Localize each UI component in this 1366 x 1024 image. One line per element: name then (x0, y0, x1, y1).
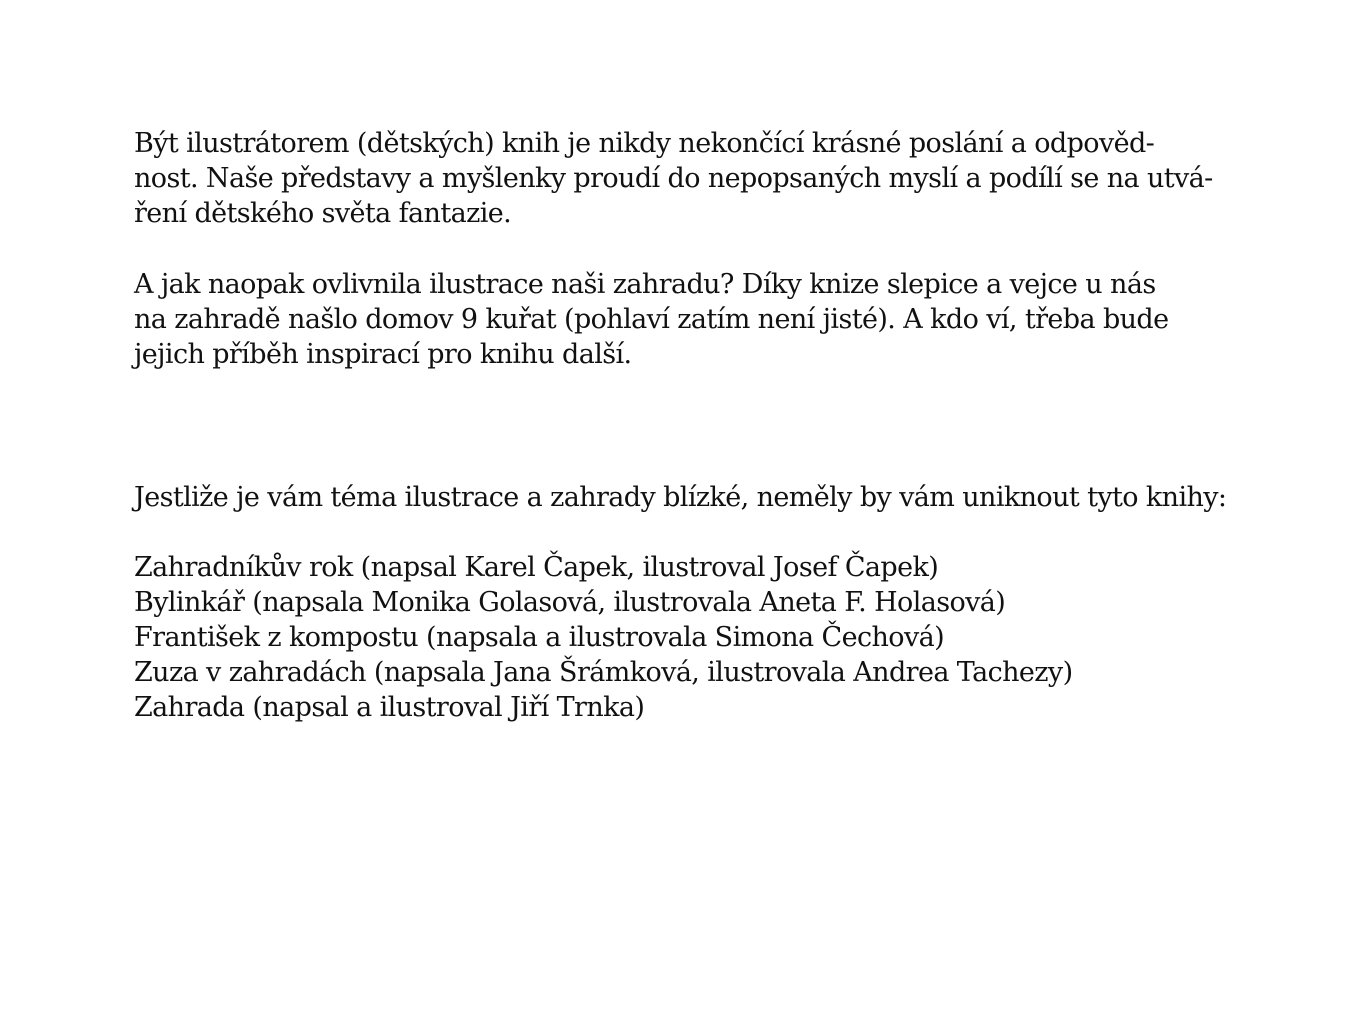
book-item: František z kompostu (napsala a ilustrovala Simona Čechová) (134, 622, 945, 653)
intro-paragraph (134, 126, 1244, 231)
paragraph-line: ření dětského světa fantazie. (134, 198, 512, 229)
paragraph-line: Být ilustrátorem (dětských) knih je nikdy nekončící krásné poslání a odpověd- (134, 128, 1155, 159)
paragraph-line: A jak naopak ovlivnila ilustrace naši zahradu? Díky knize slepice a vejce u nás (134, 269, 1156, 300)
garden-paragraph (134, 267, 1244, 372)
book-item: Zahrada (napsal a ilustroval Jiří Trnka) (134, 692, 645, 723)
book-item: Zahradníkův rok (napsal Karel Čapek, ilustroval Josef Čapek) (134, 552, 939, 583)
book-list (134, 550, 1244, 725)
paragraph-line: Jestliže je vám téma ilustrace a zahrady blízké, neměly by vám uniknout tyto knihy: (134, 482, 1227, 513)
paragraph-line: na zahradě našlo domov 9 kuřat (pohlaví zatím není jisté). A kdo ví, třeba bude (134, 304, 1169, 335)
book-item: Zuza v zahradách (napsala Jana Šrámková, ilustrovala Andrea Tachezy) (134, 657, 1073, 688)
recommendation-intro (134, 480, 1244, 515)
paragraph-line: nost. Naše představy a myšlenky proudí do nepopsaných myslí a podílí se na utvá- (134, 163, 1213, 194)
paragraph-line: jejich příběh inspirací pro knihu další. (134, 339, 632, 370)
book-item: Bylinkář (napsala Monika Golasová, ilustrovala Aneta F. Holasová) (134, 587, 1006, 618)
